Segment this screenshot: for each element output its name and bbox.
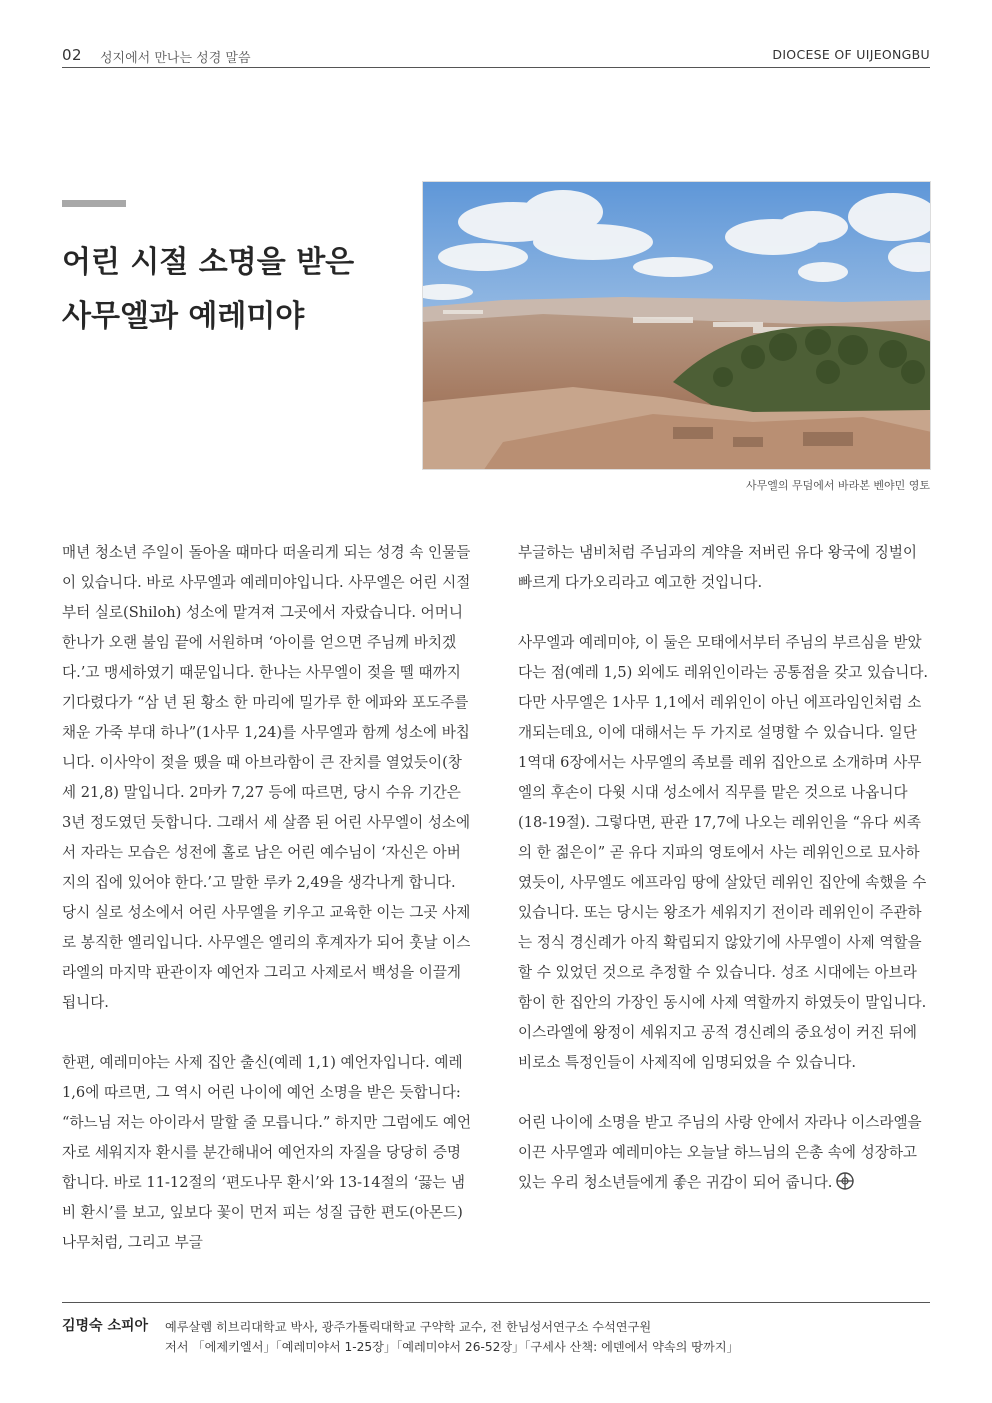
author-name: 김명숙 소피아 xyxy=(62,1318,149,1334)
author-publications: 저서 「에제키엘서」「예레미야서 1-25장」「예레미야서 26-52장」「구세사 산책: 에덴에서 약속의 땅까지」 xyxy=(165,1340,739,1354)
article-title xyxy=(62,236,402,344)
publisher-name: DIOCESE OF UIJEONGBU xyxy=(772,47,930,62)
landscape-photo xyxy=(422,181,931,470)
right-paragraph: 부글하는 냄비처럼 주님과의 계약을 저버린 유다 왕국에 징벌이 빠르게 다가오리라고 예고한 것입니다. xyxy=(518,544,918,591)
section-title: 성지에서 만나는 성경 말씀 xyxy=(100,51,251,66)
title-accent-bar xyxy=(62,200,126,207)
article-right-column xyxy=(518,538,930,1201)
closing-text: 어린 나이에 소명을 받고 주님의 사랑 안에서 자라나 이스라엘을 이끈 사무엘과 예레미야는 오늘날 하느님의 은총 속에 성장하고 있는 우리 청소년들에게 좋은 귀감이 되어 줍니다. xyxy=(518,1114,922,1191)
author-credentials: 예루살렘 히브리대학교 박사, 광주가톨릭대학교 구약학 교수, 전 한님성서연구소 수석연구원 xyxy=(165,1320,652,1334)
page-number: 02 xyxy=(62,46,83,64)
left-paragraph: 매년 청소년 주일이 돌아올 때마다 떠올리게 되는 성경 속 인물들이 있습니다. 바로 사무엘과 예레미야입니다. 사무엘은 어린 시절부터 실로(Shiloh) 성소에 맡겨져 그곳에서 자랐습니다. 어머니 한나가 오랜 불임 끝에 서원하며 ‘아이를 얻으면 주님께 바치겠다.’고 맹세하였기 때문입니다. 한나는 사무엘이 젖을 뗄 때까지 기다렸다가 “삼 년 된 황소 한 마리에 밀가루 한 에파와 포도주를 채운 가죽 부대 하나”(1사무 1,24)를 사무엘과 함께 성소에 바칩니다. 이사악이 젖을 뗐을 때 아브라함이 큰 잔치를 열었듯이(창세 21,8) 말입니다. 2마카 7,27 등에 따르면, 당시 수유 기간은 3년 정도였던 듯합니다. 그래서 세 살쯤 된 어린 사무엘이 성소에서 자라는 모습은 성전에 홀로 남은 어린 예수님이 ‘자신은 아버지의 집에 있어야 한다.’고 말한 루카 2,49을 생각나게 합니다. 당시 실로 성소에서 어린 사무엘을 키우고 교육한 이는 그곳 사제로 봉직한 엘리입니다. 사무엘은 엘리의 후계자가 되어 훗날 이스라엘의 마지막 판관이자 예언자 그리고 사제로서 백성을 이끌게 됩니다. xyxy=(62,544,471,1011)
page-header xyxy=(62,44,930,68)
footer-divider xyxy=(62,1302,930,1303)
article-title-line1: 어린 시절 소명을 받은 xyxy=(62,245,355,280)
author-bio xyxy=(165,1317,739,1357)
left-paragraph: 한편, 예레미야는 사제 집안 출신(예레 1,1) 예언자입니다. 예레 1,6에 따르면, 그 역시 어린 나이에 예언 소명을 받은 듯합니다: “하느님 저는 아이라서 말할 줄 모릅니다.” 하지만 그럼에도 예언자로 세워지자 환시를 분간해내어 예언자의 자질을 당당히 증명합니다. 바로 11-12절의 ‘편도나무 환시’와 13-14절의 ‘끓는 냄비 환시’를 보고, 잎보다 꽃이 먼저 피는 성질 급한 편도(아몬드) 나무처럼, 그리고 부글 xyxy=(62,1054,472,1251)
right-paragraph: 사무엘과 예레미야, 이 둘은 모태에서부터 주님의 부르심을 받았다는 점(예레 1,5) 외에도 레위인이라는 공통점을 갖고 있습니다. 다만 사무엘은 1사무 1,1에서 레위인이 아닌 에프라임인처럼 소개되는데요, 이에 대해서는 두 가지로 설명할 수 있습니다. 일단 1역대 6장에서는 사무엘의 족보를 레위 집안으로 소개하며 사무엘의 후손이 다윗 시대 성소에서 직무를 맡은 것으로 나옵니다(18-19절). 그렇다면, 판관 17,7에 나오는 레위인을 “유다 씨족의 한 젊은이” 곧 유다 지파의 영토에서 사는 레위인으로 묘사하였듯이, 사무엘도 에프라임 땅에 살았던 레위인 집안에 속했을 수 있습니다. 또는 당시는 왕조가 세워지기 전이라 레위인이 주관하는 정식 경신례가 아직 확립되지 않았기에 사무엘이 사제 역할을 할 수 있었던 것으로 추정할 수 있습니다. 성조 시대에는 아브라함이 한 집안의 가장인 동시에 사제 역할까지 하였듯이 말입니다. 이스라엘에 왕정이 세워지고 공적 경신례의 중요성이 커진 뒤에 비로소 특정인들이 사제직에 임명되었을 수 있습니다. xyxy=(518,634,929,1071)
article-title-line2: 사무엘과 예레미야 xyxy=(62,299,305,334)
article-left-column xyxy=(62,538,474,1258)
right-paragraph-closing xyxy=(518,1108,930,1201)
photo-caption: 사무엘의 무덤에서 바라본 벤야민 영토 xyxy=(745,479,930,492)
cross-medallion-icon xyxy=(836,1171,854,1201)
